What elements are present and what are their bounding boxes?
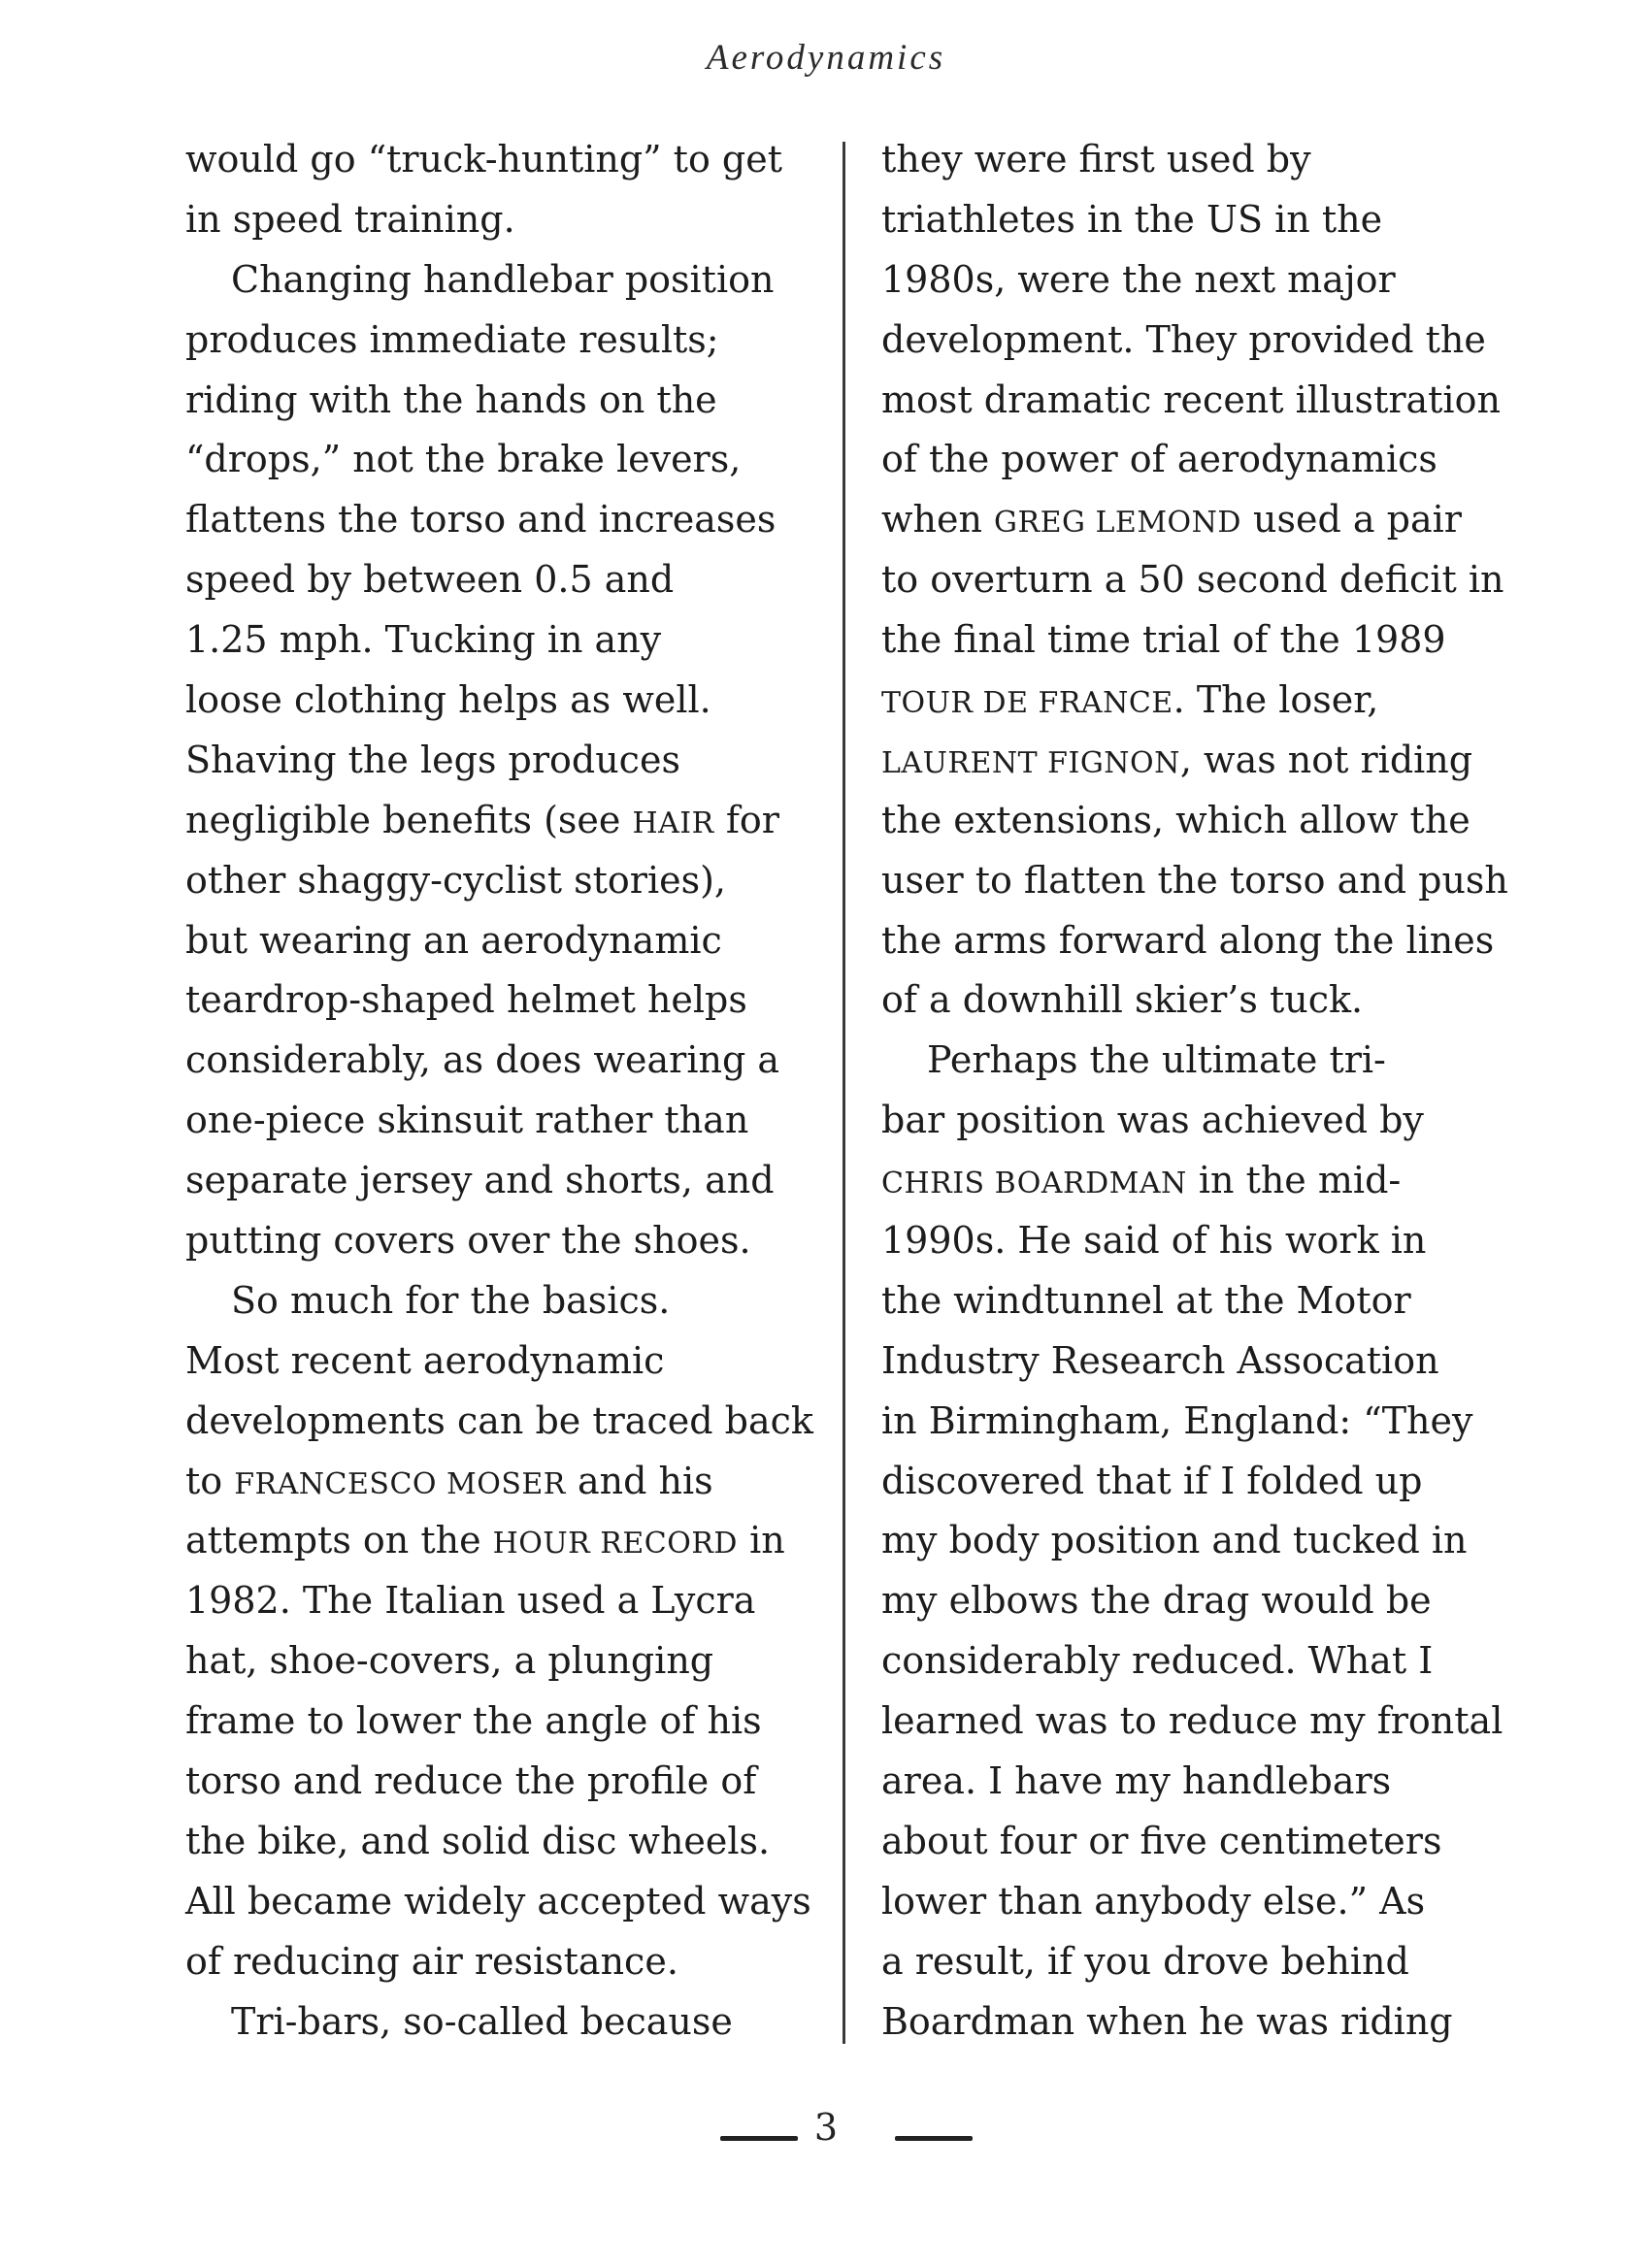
running-head: Aerodynamics — [706, 38, 946, 78]
text-line: to overturn a 50 second deficit in — [881, 558, 1504, 602]
text-line: one-piece skinsuit rather than — [185, 1099, 749, 1142]
text-line: but wearing an aerodynamic — [185, 918, 722, 962]
text-run: and his — [565, 1459, 713, 1502]
page-number: 3 — [813, 2106, 839, 2149]
text-line — [881, 731, 1522, 791]
text-run: . The loser, — [1173, 678, 1379, 722]
text-line — [881, 671, 1522, 731]
text-line: about four or five centimeters — [881, 1819, 1442, 1862]
cross-reference: HOUR RECORD — [492, 1527, 738, 1561]
text-line: produces immediate results; — [185, 317, 719, 361]
text-line: developments can be traced back — [185, 1398, 813, 1442]
text-run: negligible benefits (see — [185, 798, 633, 841]
text-line: development. They provided the — [881, 317, 1486, 361]
text-run: when — [881, 498, 995, 542]
text-line: Perhaps the ultimate tri- — [927, 1038, 1386, 1082]
text-line: of a downhill skier’s tuck. — [881, 978, 1364, 1022]
text-run: used a pair — [1240, 498, 1462, 542]
text-line: Tri-bars, so-called because — [231, 1999, 733, 2043]
text-run: in — [737, 1519, 785, 1562]
text-line: Industry Research Assocation — [881, 1338, 1439, 1382]
text-line: Boardman when he was riding — [881, 1999, 1453, 2043]
text-line: So much for the basics. — [231, 1278, 671, 1322]
text-line: other shaggy-cyclist stories), — [185, 858, 726, 902]
text-line: 1980s, were the next major — [881, 257, 1396, 301]
text-line: considerably reduced. What I — [881, 1639, 1434, 1683]
text-line: would go “truck-hunting” to get — [185, 138, 782, 181]
text-line — [185, 791, 826, 851]
text-line: riding with the hands on the — [185, 378, 717, 421]
text-line: of the power of aerodynamics — [881, 438, 1437, 481]
text-line: the final time trial of the 1989 — [881, 618, 1446, 662]
text-line: Shaving the legs produces — [185, 738, 680, 781]
cross-reference: LAURENT FIGNON — [881, 745, 1180, 780]
text-line: user to flatten the torso and push — [881, 858, 1508, 902]
text-line: 1982. The Italian used a Lycra — [185, 1579, 756, 1623]
text-line: putting covers over the shoes. — [185, 1219, 751, 1263]
text-line: my elbows the drag would be — [881, 1579, 1432, 1623]
text-line: triathletes in the US in the — [881, 197, 1383, 241]
text-line: hat, shoe-covers, a plunging — [185, 1639, 714, 1683]
text-run: to — [185, 1459, 235, 1502]
text-line: speed by between 0.5 and — [185, 558, 675, 602]
text-line: the arms forward along the lines — [881, 918, 1495, 962]
text-line: flattens the torso and increases — [185, 498, 776, 542]
text-line: area. I have my handlebars — [881, 1759, 1392, 1803]
text-line: the extensions, which allow the — [881, 798, 1470, 841]
right-column — [881, 130, 1522, 2053]
cross-reference: TOUR DE FRANCE — [881, 686, 1173, 721]
text-line: in speed training. — [185, 197, 515, 241]
cross-reference: HAIR — [632, 805, 714, 840]
text-line — [881, 490, 1522, 550]
text-line: 1990s. He said of his work in — [881, 1219, 1427, 1263]
text-line: bar position was achieved by — [881, 1099, 1424, 1142]
text-line: considerably, as does wearing a — [185, 1038, 780, 1082]
text-line — [185, 1452, 826, 1512]
text-line: discovered that if I folded up — [881, 1459, 1423, 1502]
text-run: for — [713, 798, 779, 841]
text-line: loose clothing helps as well. — [185, 678, 711, 722]
text-line: learned was to reduce my frontal — [881, 1699, 1503, 1743]
text-line: in Birmingham, England: “They — [881, 1398, 1473, 1442]
text-line: most dramatic recent illustration — [881, 378, 1501, 421]
text-line: torso and reduce the profile of — [185, 1759, 757, 1803]
text-run: , was not riding — [1179, 738, 1473, 781]
text-line: of reducing air resistance. — [185, 1939, 678, 1983]
text-line: Most recent aerodynamic — [185, 1338, 665, 1382]
text-line: a result, if you drove behind — [881, 1939, 1409, 1983]
text-line: 1.25 mph. Tucking in any — [185, 618, 662, 662]
text-line: separate jersey and shorts, and — [185, 1159, 775, 1202]
text-line: my body position and tucked in — [881, 1519, 1468, 1562]
text-line: they were first used by — [881, 138, 1311, 181]
cross-reference: CHRIS BOARDMAN — [881, 1167, 1187, 1201]
text-run: in the mid- — [1186, 1159, 1402, 1202]
text-line: frame to lower the angle of his — [185, 1699, 762, 1743]
text-line — [881, 1151, 1522, 1211]
text-line — [185, 1511, 826, 1571]
text-line: the bike, and solid disc wheels. — [185, 1819, 771, 1862]
text-line: Changing handlebar position — [231, 257, 775, 301]
text-line: “drops,” not the brake levers, — [185, 438, 742, 481]
left-column — [185, 130, 826, 2053]
cross-reference: GREG LEMOND — [994, 506, 1241, 541]
text-line: the windtunnel at the Motor — [881, 1278, 1411, 1322]
text-line: lower than anybody else.” As — [881, 1879, 1426, 1923]
column-divider — [843, 142, 845, 2044]
text-line: All became widely accepted ways — [185, 1879, 811, 1923]
text-run: attempts on the — [185, 1519, 493, 1562]
folio-dash-right — [895, 2136, 973, 2141]
text-line: teardrop-shaped helmet helps — [185, 978, 747, 1022]
cross-reference: FRANCESCO MOSER — [234, 1466, 566, 1501]
